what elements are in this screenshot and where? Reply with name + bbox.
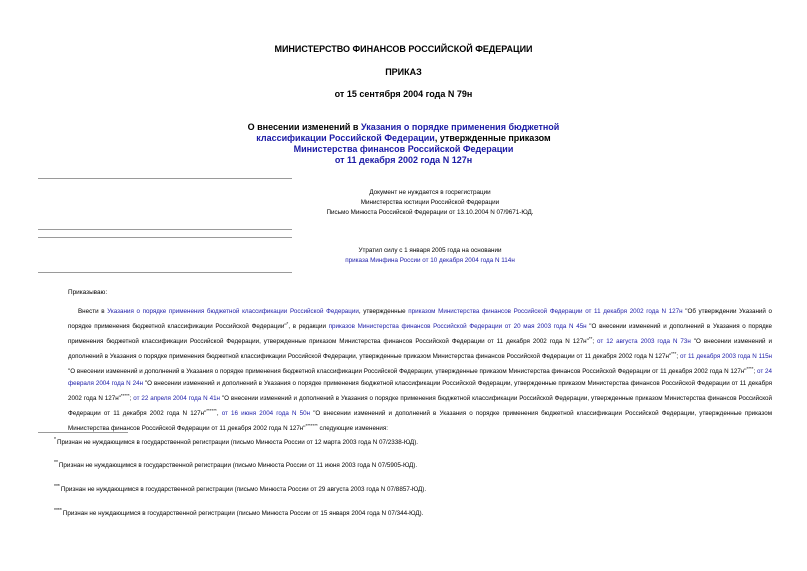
footnote-marker: ****** [206,407,217,413]
footnote-marker: * [286,320,289,326]
body-text: ; [129,394,134,402]
body-text: следующие изменения: [317,424,389,432]
registration-note-line: Документ не нуждается в госрегистрации [369,189,491,196]
footnote-item [54,437,418,446]
divider [38,237,292,238]
body-link-instructions[interactable]: Указания о порядке применения бюджетной классификации Российской Федерации [107,308,359,315]
footnote-mark: **** [54,508,62,514]
footnote-separator [38,432,128,433]
footnote-mark: *** [54,484,60,490]
title-prefix: О внесении изменений в [247,122,361,132]
body-text: "О внесении изменений и дополнений в Указания о порядке применения бюджетной классификации Российской Федерации, утвержденные приказом Министерства финансов Российской Федерации от 11 декабря 2002 года N 127н" [68,367,747,375]
divider [38,229,292,230]
body-link-order-127n[interactable]: приказом Министерства финансов Российской Федерации от 11 декабря 2002 года N 127н [408,308,683,315]
body-text: ; [676,352,680,360]
registration-note-line: Письмо Минюста Российской Федерации от 13.10.2004 N 07/9671-ЮД. [326,209,534,216]
body-text: Внести в [78,308,108,315]
main-paragraph [68,306,772,435]
body-link-order-73n[interactable]: от 12 августа 2003 года N 73н [597,337,691,345]
title-link-classification[interactable]: классификации Российской Федерации [256,133,435,143]
divider [38,178,292,179]
body-link-order-45n[interactable]: приказов Министерства финансов Российской Федерации от 20 мая 2003 года N 45н [328,322,587,330]
registration-note-line: Министерства юстиции Российской Федерации [360,199,500,206]
footnote-item [54,484,426,493]
footnote-item [54,460,417,469]
title-link-ministry[interactable]: Министерства финансов Российской Федерации [293,144,514,154]
body-text: ; [753,367,758,375]
doc-date-number: от 15 сентября 2004 года N 79н [334,89,473,99]
footnote-item [54,508,423,517]
footnote-marker: ** [588,335,593,341]
footnote-mark: ** [54,460,58,466]
footnote-marker: ***** [120,392,130,398]
registration-note [230,188,630,218]
body-text: , утвержденные [358,308,409,315]
body-text: "О внесении изменений и дополнений в Указания о порядке применения бюджетной классификации Российской Федерации, утвержденные приказом Министерства финансов Российской Федерации от 11 декабря 2002 года N 127н" [68,394,772,417]
title-link-instructions[interactable]: Указания о порядке применения бюджетной [360,122,560,132]
footnote-marker: *** [671,350,677,356]
doc-type-heading: ПРИКАЗ [385,67,422,77]
order-word: Приказываю: [68,289,108,296]
body-link-order-41n[interactable]: от 22 апреля 2004 года N 41н [133,394,221,402]
title-middle: , утвержденные приказом [434,133,551,143]
footnote-text: Признан не нуждающимся в государственной регистрации (письмо Минюста России от 29 августа 2003 года N 07/8857-ЮД). [60,486,427,494]
footnote-text: Признан не нуждающимся в государственной регистрации (письмо Минюста России от 15 января 2004 года N 07/344-ЮД). [62,510,424,518]
body-text: "О внесении изменений и дополнений в Указания о порядке применения бюджетной классификации Российской Федерации, утвержденные приказом Министерства финансов Российской Федерации от 11 декабря 2002 года N 127н" [68,379,772,402]
validity-note-line: Утратил силу с 1 января 2005 года на основании [358,247,502,254]
body-link-order-24n[interactable]: от 24 февраля 2004 года N 24н [68,367,772,387]
body-text: , в редакции [288,322,329,330]
footnote-text: Признан не нуждающимся в государственной регистрации (письмо Минюста России от 11 июня 2003 года N 07/5905-ЮД). [58,462,418,470]
title-link-date[interactable]: от 11 декабря 2002 года N 127н [334,155,473,165]
footnote-marker: **** [746,365,754,371]
body-link-order-115n[interactable]: от 11 декабря 2003 года N 115н [679,352,773,360]
validity-note [230,246,630,266]
body-text: , [216,409,222,417]
divider [38,272,292,273]
body-text: "О внесении изменений и дополнений в Указания о порядке применения бюджетной классификации Российской Федерации, утвержденные приказом Министерства финансов Российской Федерации от 11 декабря 2002 года N 127н" [68,409,773,432]
footnote-text: Признан не нуждающимся в государственной регистрации (письмо Минюста России от 12 марта 2003 года N 07/2338-ЮД). [56,439,419,447]
validity-note-link[interactable]: приказа Минфина России от 10 декабря 2004 года N 114н [345,257,515,264]
body-text: "О внесении изменений и дополнений в Указания о порядке применения бюджетной классификации Российской Федерации, утвержденные приказом Министерства финансов Российской Федерации от 11 декабря 2002 года N 127н" [68,337,772,360]
body-text: "Об утверждении Указаний о порядке применения бюджетной классификации Российской Федерации" [68,308,773,330]
footnote-mark: * [54,437,56,443]
body-link-order-50n[interactable]: от 16 июня 2004 года N 50н [221,409,311,417]
footnote-marker: ******* [305,422,318,428]
body-text: ; [592,337,598,345]
document-title [0,122,807,166]
ministry-heading: МИНИСТЕРСТВО ФИНАНСОВ РОССИЙСКОЙ ФЕДЕРАЦИИ [274,44,533,54]
body-text: "О внесении изменений и дополнений в Указания о порядке применения бюджетной классификации Российской Федерации, утвержденные приказом Министерства финансов Российской Федерации от 11 декабря 2002 года N 127н" [68,322,773,345]
